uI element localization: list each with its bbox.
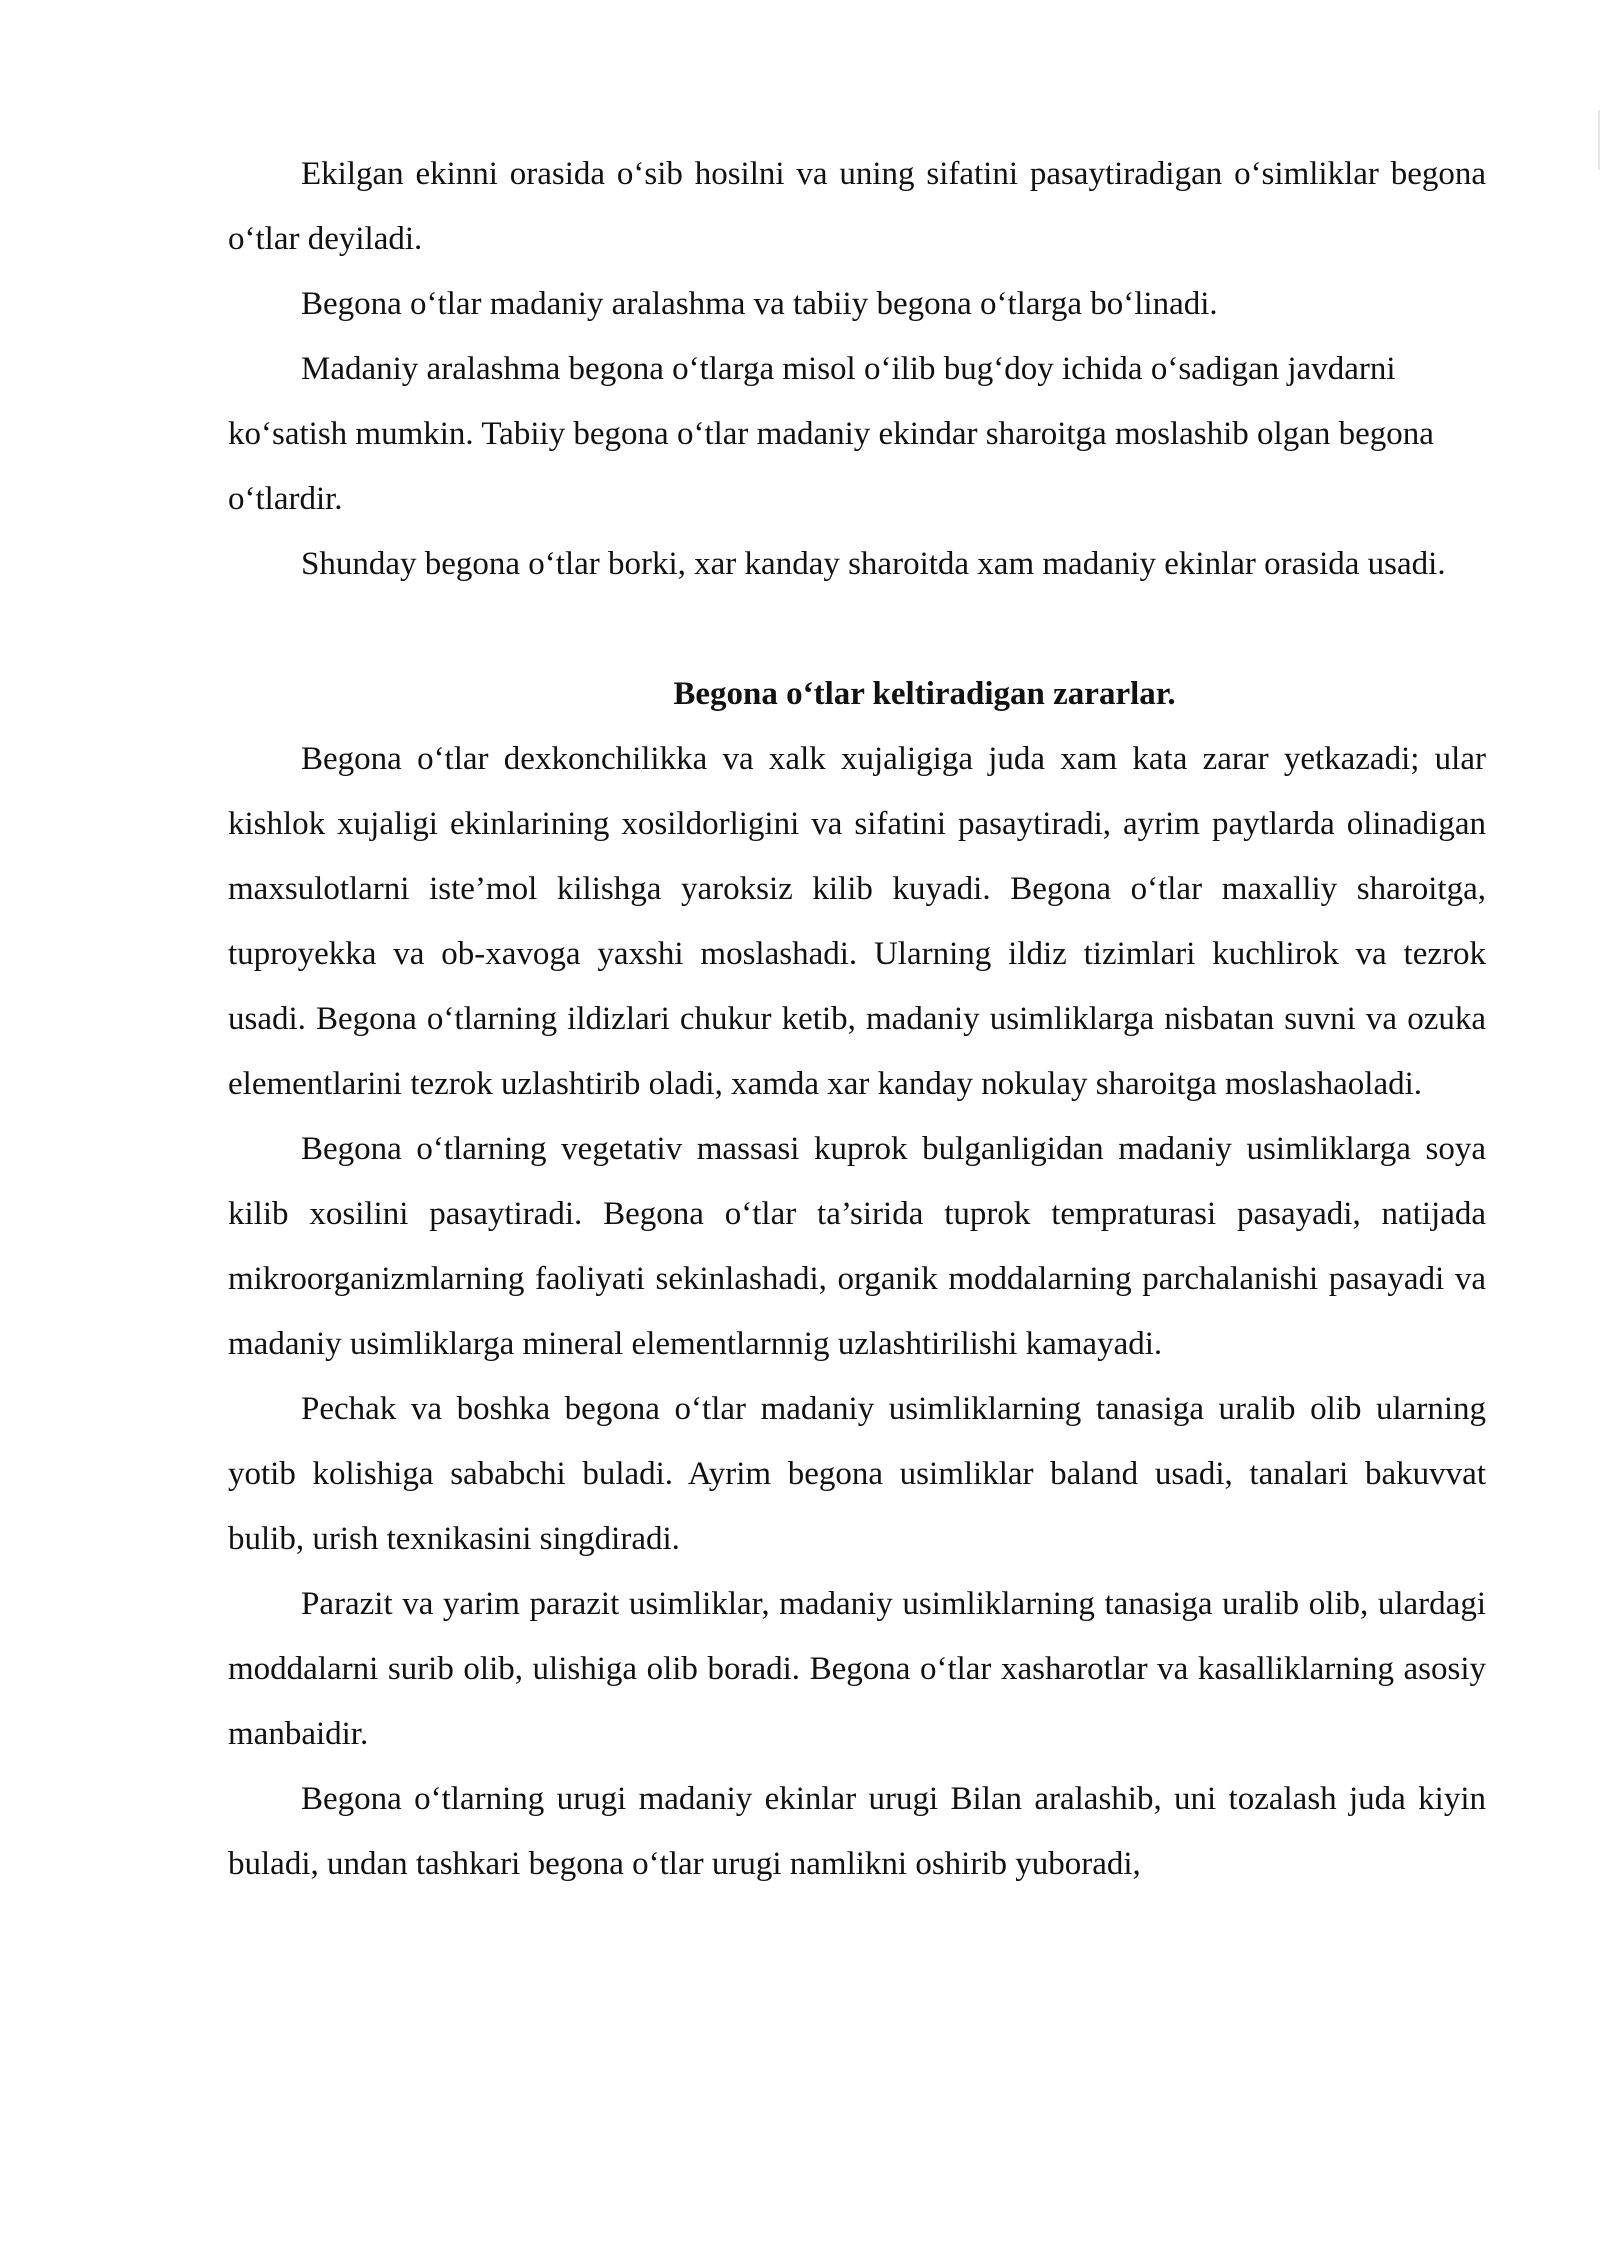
paragraph-cultural-mixture: Madaniy aralashma begona o‘tlarga misol o‘ilib bug‘doy ichida o‘sadigan javdarni ko‘satish mumkin. Tabiiy begona o‘tlar madaniy ekindar sharoitga moslashib olgan begona o‘tlardir. [228,351,1434,517]
paragraph-weed-damage: Begona o‘tlar dexkonchilikka va xalk xujaligiga juda xam kata zarar yetkazadi; ular kishlok xujaligi ekinlarining xosildorligini va sifatini pasaytiradi, ayrim paytlarda olinadigan maxsulotlarni iste’mol kilishga yaroksiz kilib kuyadi. Begona o‘tlar maxalliy sharoitga, tuproyekka va ob-xavoga yaxshi moslashadi. Ularning ildiz tizimlari kuchlirok va tezrok usadi. Begona o‘tlarning ildizlari chukur ketib, madaniy usimliklarga nisbatan suvni va ozuka elementlarini tezrok uzlashtirib oladi, xamda xar kanday nokulay sharoitga moslashaoladi. [228,741,1486,1102]
document-body [228,142,1486,1897]
paragraph-vegetative-mass: Begona o‘tlarning vegetativ massasi kuprok bulganligidan madaniy usimliklarga soya kilib xosilini pasaytiradi. Begona o‘tlar ta’sirida tuprok tempraturasi pasayadi, natijada mikroorganizmlarning faoliyati sekinlashadi, organik moddalarning parchalanishi pasayadi va madaniy usimliklarga mineral elementlarnnig uzlashtirilishi kamayadi. [228,1131,1486,1362]
section-spacer [228,597,1486,662]
paragraph-weed-types: Begona o‘tlar madaniy aralashma va tabiiy begona o‘tlarga bo‘linadi. [301,286,1218,322]
paragraph-adaptive-weeds: Shunday begona o‘tlar borki, xar kanday sharoitda xam madaniy ekinlar orasida usadi. [301,546,1446,582]
paragraph-climbing-weeds: Pechak va boshka begona o‘tlar madaniy usimliklarning tanasiga uralib olib ularning yotib kolishiga sababchi buladi. Ayrim begona usimliklar baland usadi, tanalari bakuvvat bulib, urish texnikasini singdiradi. [228,1391,1486,1557]
section-heading: Begona o‘tlar keltiradigan zararlar. [673,676,1176,712]
paragraph-parasitic-plants: Parazit va yarim parazit usimliklar, madaniy usimliklarning tanasiga uralib olib, ulardagi moddalarni surib olib, ulishiga olib boradi. Begona o‘tlar xasharotlar va kasalliklarning asosiy manbaidir. [228,1586,1486,1752]
paragraph-weed-definition: Ekilgan ekinni orasida o‘sib hosilni va uning sifatini pasaytiradigan o‘simliklar begona o‘tlar deyiladi. [228,156,1486,257]
paragraph-weed-seeds: Begona o‘tlarning urugi madaniy ekinlar urugi Bilan aralashib, uni tozalash juda kiyin buladi, undan tashkari begona o‘tlar urugi namlikni oshirib yuboradi, [228,1781,1486,1882]
